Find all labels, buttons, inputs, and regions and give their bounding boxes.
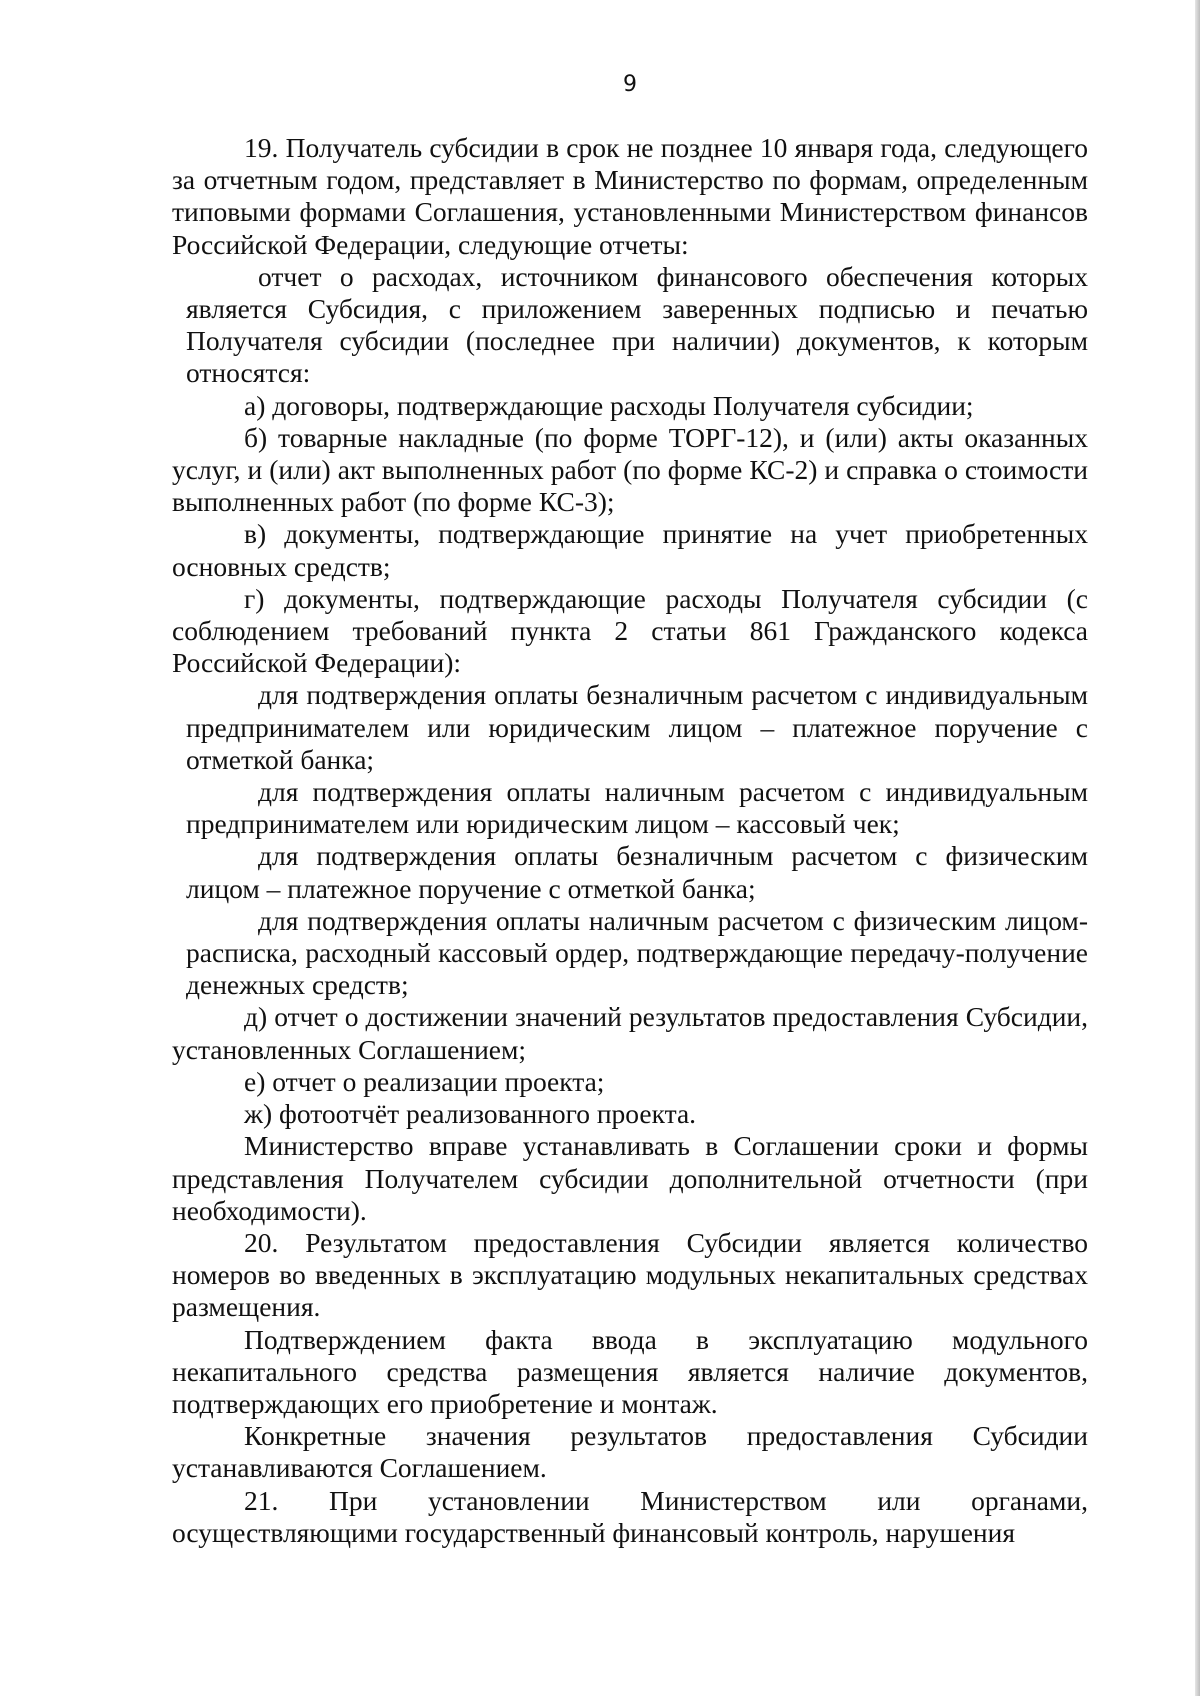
paragraph-expense-report: отчет о расходах, источником финансового обеспечения которых является Субсидия, с приложением заверенных подписью и печатью Получателя субсидии (последнее при наличии) документов, к которым относятся: — [186, 260, 1088, 389]
paragraph-item-zh: ж) фотоотчёт реализованного проекта. — [244, 1098, 697, 1130]
paragraph-item-e: е) отчет о реализации проекта; — [244, 1065, 605, 1097]
paragraph-item-d: д) отчет о достижении значений результатов предоставления Субсидии, установленных Соглашением; — [172, 1001, 1088, 1065]
paragraph-ministry-reporting: Министерство вправе устанавливать в Соглашении сроки и формы представления Получателем субсидии дополнительной отчетности (при необходимости). — [172, 1130, 1088, 1226]
paragraph-item-b: б) товарные накладные (по форме ТОРГ-12), и (или) акты оказанных услуг, и (или) акт выполненных работ (по форме КС-2) и справка о стоимости выполненных работ (по форме КС-3); — [172, 421, 1088, 518]
document-body — [172, 132, 1088, 1549]
paragraph-cashless-entrepreneur: для подтверждения оплаты безналичным расчетом с индивидуальным предпринимателем или юридическим лицом – платежное поручение с отметкой банка; — [186, 679, 1088, 775]
page-edge-shadow — [1195, 0, 1200, 1696]
paragraph-cash-entrepreneur: для подтверждения оплаты наличным расчетом с индивидуальным предпринимателем или юридическим лицом – кассовый чек; — [186, 776, 1088, 840]
paragraph-item-a: а) договоры, подтверждающие расходы Получателя субсидии; — [244, 389, 974, 421]
paragraph-19: 19. Получатель субсидии в срок не позднее 10 января года, следующего за отчетным годом, представляет в Министерство по формам, определенным типовыми формами Соглашения, установленными Министерством финансов Российской Федерации, следующие отчеты: — [172, 132, 1088, 260]
paragraph-cashless-individual: для подтверждения оплаты безналичным расчетом с физическим лицом – платежное поручение с отметкой банка; — [186, 840, 1088, 904]
paragraph-21: 21. При установлении Министерством или органами, осуществляющими государственный финансовый контроль, нарушения — [172, 1484, 1088, 1548]
paragraph-confirmation: Подтверждением факта ввода в эксплуатацию модульного некапитального средства размещения является наличие документов, подтверждающих его приобретение и монтаж. — [172, 1323, 1088, 1419]
page-number: 9 — [623, 72, 637, 97]
paragraph-specific-values: Конкретные значения результатов предоставления Субсидии устанавливаются Соглашением. — [172, 1420, 1088, 1484]
paragraph-20: 20. Результатом предоставления Субсидии является количество номеров во введенных в эксплуатацию модульных некапитальных средствах размещения. — [172, 1226, 1088, 1323]
paragraph-item-v: в) документы, подтверждающие принятие на учет приобретенных основных средств; — [172, 518, 1088, 582]
paragraph-item-g: г) документы, подтверждающие расходы Получателя субсидии (с соблюдением требований пункта 2 статьи 861 Гражданского кодекса Российской Федерации): — [172, 582, 1088, 679]
paragraph-cash-individual: для подтверждения оплаты наличным расчетом с физическим лицом-расписка, расходный кассовый ордер, подтверждающие передачу-получение денежных средств; — [186, 904, 1088, 1001]
